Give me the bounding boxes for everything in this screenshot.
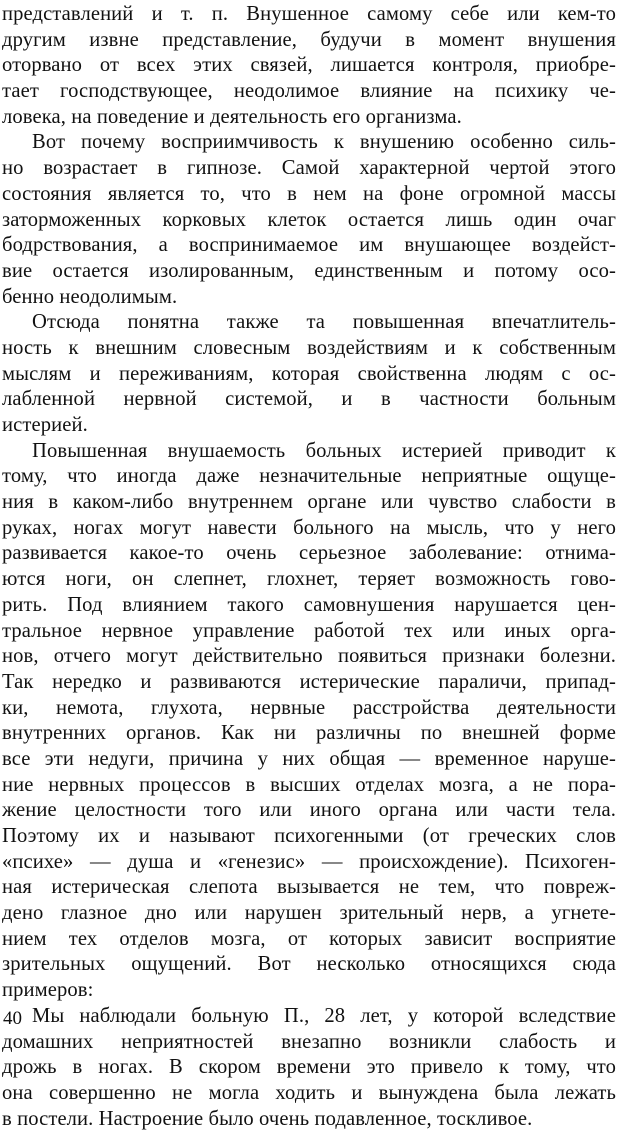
- text-line: ловека, на поведение и деятельность его организма.: [2, 105, 462, 128]
- page-number: 40: [3, 1008, 22, 1029]
- text-line: тральное нервное управление работой тех или иных орга-: [2, 619, 616, 642]
- paragraph: [2, 130, 616, 310]
- text-line: жение целостности того или иного органа или части тела.: [2, 799, 616, 822]
- text-line: оторвано от всех этих связей, лишается контроля, приобре-: [2, 54, 616, 77]
- text-line: руках, ногах могут навести больного на мысль, что у него: [2, 516, 616, 539]
- text-line: ки, немота, глухота, нервные расстройства деятельности: [2, 696, 616, 719]
- text-line: ния в каком-либо внутреннем органе или чувство слабости в: [2, 491, 616, 514]
- text-line: ние нервных процессов в высших отделах мозга, а не пора-: [2, 773, 616, 796]
- text-line: представлений и т. п. Внушенное самому себе или кем-то: [2, 3, 616, 25]
- text-line: истерией.: [2, 414, 88, 436]
- text-line: бодрствования, а воспринимаемое им внушающее воздейст-: [2, 234, 616, 257]
- text-line: Вот почему восприимчивость к внушению особенно силь-: [32, 131, 616, 154]
- text-line: мыслям и переживаниям, которая свойственна людям с ос-: [2, 362, 616, 385]
- text-line: она совершенно не могла ходить и вынуждена была лежать: [2, 1081, 616, 1104]
- text-line: ность к внешним словесным воздействиям и к собственным: [2, 336, 616, 359]
- text-line: Мы наблюдали больную П., 28 лет, у которой вследствие: [32, 1004, 616, 1027]
- text-line: дено глазное дно или нарушен зрительный нерв, а угнете-: [2, 902, 616, 925]
- text-line: все эти недуги, причина у них общая — временное наруше-: [2, 747, 616, 770]
- text-line: Так нередко и развиваются истерические параличи, припад-: [2, 670, 616, 693]
- text-line: вие остается изолированным, единственным и потому осо-: [2, 259, 616, 282]
- text-line: Повышенная внушаемость больных истерией приводит к: [32, 439, 616, 462]
- text-line: зрительных ощущений. Вот несколько относящихся сюда: [2, 953, 616, 976]
- text-line: развивается какое-то очень серьезное заболевание: отнима-: [2, 542, 616, 565]
- text-line: состояния является то, что в нем на фоне огромной массы: [2, 182, 616, 205]
- text-line: рить. Под влиянием такого самовнушения нарушается цен-: [2, 593, 616, 616]
- body-text: [2, 2, 616, 1132]
- paragraph: [2, 1004, 616, 1132]
- text-line: тает господствующее, неодолимое влияние на психику че-: [2, 80, 616, 103]
- text-line: внутренних органов. Как ни различны по внешней форме: [2, 722, 616, 745]
- text-line: нов, отчего могут действительно появиться признаки болезни.: [2, 645, 616, 668]
- text-line: ная истерическая слепота вызывается не тем, что повреж-: [2, 876, 616, 899]
- paragraph: [2, 2, 616, 130]
- text-line: заторможенных корковых клеток остается лишь один очаг: [2, 208, 616, 231]
- text-line: но возрастает в гипнозе. Самой характерной чертой этого: [2, 157, 616, 180]
- text-line: лабленной нервной системой, и в частности больным: [2, 388, 616, 411]
- text-line: «психе» — душа и «генезис» — происхождение). Психоген-: [2, 850, 616, 873]
- text-line: другим извне представление, будучи в момент внушения: [2, 28, 616, 51]
- paragraph: [2, 310, 616, 438]
- text-line: примеров:: [2, 979, 94, 1002]
- text-line: домашних неприятностей внезапно возникли слабость и: [2, 1030, 616, 1053]
- text-line: бенно неодолимым.: [2, 285, 178, 308]
- text-line: нием тех отделов мозга, от которых зависит восприятие: [2, 927, 616, 950]
- text-line: дрожь в ногах. В скором времени это привело к тому, что: [2, 1056, 616, 1079]
- text-line: в постели. Настроение было очень подавленное, тоскливое.: [2, 1107, 533, 1130]
- text-line: тому, что иногда даже незначительные неприятные ощуще-: [2, 465, 616, 488]
- text-line: Отсюда понятна также та повышенная впечатлитель-: [32, 311, 616, 334]
- text-line: ются ноги, он слепнет, глохнет, теряет возможность гово-: [2, 568, 616, 591]
- text-line: Поэтому их и называют психогенными (от греческих слов: [2, 825, 616, 847]
- paragraph: [2, 439, 616, 1004]
